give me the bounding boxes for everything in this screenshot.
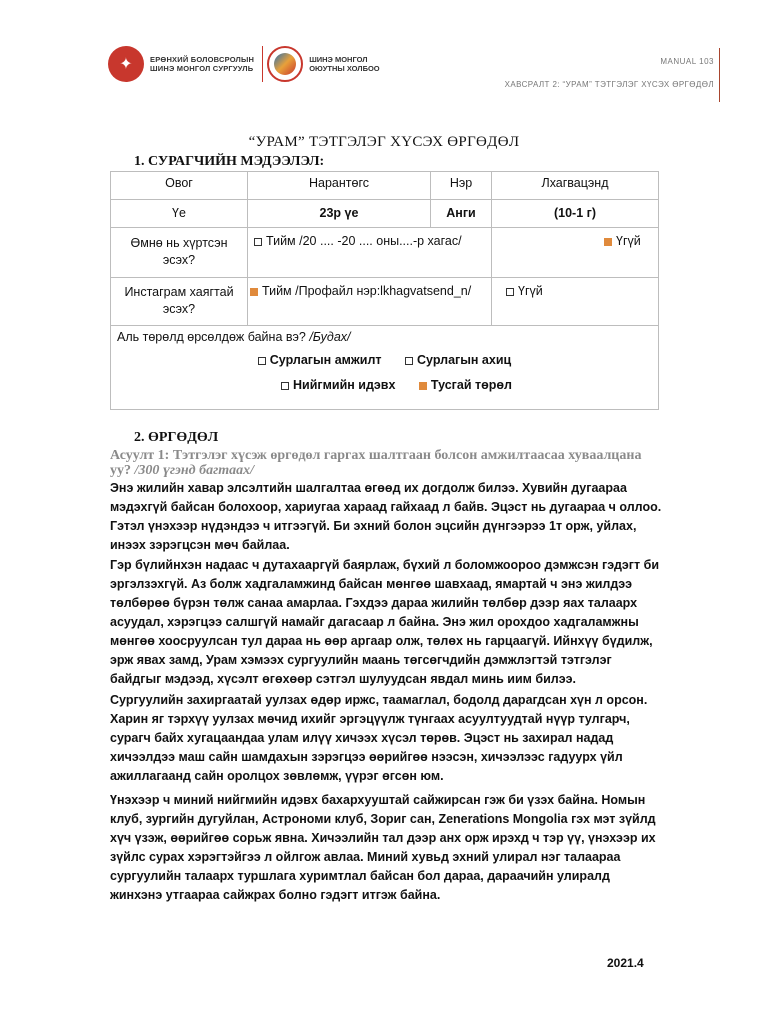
category-question xyxy=(117,330,652,344)
paragraph-1: Энэ жилийн хавар элсэлтийн шалгалтаа өгөөд их догдолж билээ. Хувийн дугаараа мэдэхгүй байсан болохоор, хариугаа хараад гайхаад л байв. Эцэст нь дугаараа ч оллоо. Гэтэл үнэхээр нүдэндээ ч итгээгүй. Би эхний болон эцсийн дүнгээрээ 1т орж, уйлах, инээх зэрэгцсэн мөч байлаа. xyxy=(110,481,662,552)
school-name-line2: ШИНЭ МОНГОЛ СУРГУУЛЬ xyxy=(150,64,254,73)
cell-name-value: Лхагвацэнд xyxy=(492,172,659,200)
union-logo-text xyxy=(309,55,379,73)
school-name-line1: ЕРӨНХИЙ БОЛОВСРОЛЫН xyxy=(150,55,255,64)
cell-name-label: Нэр xyxy=(431,172,492,200)
checkbox-received-no[interactable] xyxy=(604,238,612,246)
school-logo: ✦ xyxy=(108,46,144,82)
logo-divider xyxy=(262,46,263,82)
category-row-2 xyxy=(117,378,652,392)
school-logo-text xyxy=(150,55,254,73)
instagram-yes-text: Тийм /Профайл нэр:lkhagvatsend_n/ xyxy=(262,284,472,298)
cell-received-label: Өмнө нь хүртсэн эсэх? xyxy=(111,228,248,278)
category-special-text: Тусгай төрөл xyxy=(430,378,512,392)
section2-heading: 2. ӨРГӨДӨЛ xyxy=(134,430,219,445)
student-info-table xyxy=(110,171,659,410)
instagram-no-text: Үгүй xyxy=(518,284,543,298)
cell-surname-value: Нарантөгс xyxy=(248,172,431,200)
category-row-1 xyxy=(117,353,652,367)
category-achievement-text: Сурлагын амжилт xyxy=(269,353,382,367)
paragraph-3: Сургуулийн захиргаатай уулзах өдөр иржс, таамаглал, бодолд дарагдсан хүн л орсон. Харин яг тэрхүү уулзах мөчид ихийг эргэцүүлж түнгаах асуултуудтай нүүр тулгарч, сурагч байх хугацаандаа улам илүү хичээх хүсэл төрөв. Эцэст нь захирал надад хичээлдээ маш сайн шамдахын зэрэгцээ өөрийгөө нээсэн, хичээлээс гадуурх үйл ажиллагаанд сайн оролцох зөвлөмж, үүрэг өгсөн юм. xyxy=(110,693,648,783)
question-text: Асуулт 1: Тэтгэлэг хүсэж өргөдөл гаргах шалтгаан болсон амжилтаасаа хуваалцана уу? xyxy=(110,448,642,478)
category-progress-text: Сурлагын ахиц xyxy=(417,353,512,367)
appendix-label: ХАВСРАЛТ 2: “УРАМ” ТЭТГЭЛЭГ ХҮСЭХ ӨРГӨДӨЛ xyxy=(504,80,714,89)
category-option-progress[interactable] xyxy=(405,353,511,367)
category-hint: /Будах/ xyxy=(309,330,351,344)
document-date: 2021.4 xyxy=(607,956,644,970)
checkbox-social[interactable] xyxy=(281,382,289,390)
checkbox-special[interactable] xyxy=(419,382,427,390)
union-logo-emblem xyxy=(274,53,296,75)
table-row xyxy=(111,326,659,410)
section1-heading: 1. СУРАГЧИЙН МЭДЭЭЛЭЛ: xyxy=(134,154,325,169)
checkbox-instagram-no[interactable] xyxy=(506,288,514,296)
union-name-line2: ОЮУТНЫ ХОЛБОО xyxy=(309,64,380,73)
received-yes-text: Тийм /20 .... -20 .... оны....-р хагас/ xyxy=(266,234,462,248)
question-hint: /300 үгэнд багтаах/ xyxy=(134,463,255,478)
checkbox-achievement[interactable] xyxy=(258,357,266,365)
table-row xyxy=(111,228,659,278)
cell-instagram-yes xyxy=(248,278,492,326)
category-question-text: Аль төрөлд өрсөлдөж байна вэ? xyxy=(117,330,306,344)
union-name-line1: ШИНЭ МОНГОЛ xyxy=(309,55,368,64)
header-rule xyxy=(719,48,720,102)
question-1 xyxy=(110,448,662,478)
checkbox-progress[interactable] xyxy=(405,357,413,365)
cell-class-value: (10-1 г) xyxy=(492,200,659,228)
checkbox-received-yes[interactable] xyxy=(254,238,262,246)
paragraph-4: Үнэхээр ч миний нийгмийн идэвх бахархууштай сайжирсан гэж би үзэх байна. Номын клуб, зургийн дугуйлан, Астрономи клуб, Зориг сан, Zenerations Mongolia гэх мэт зүйлд хүч үзэж, өөрийгөө сорьж явна. Хичээлийн тал дээр анх орж ирэхд ч тэр үү, үнэхээр их зүйлс сурах хэрэгтэйгээ л ойлгож авлаа. Миний хувьд эхний улирал нэг талаараа сургуулийн талаарх туршлага хуримтлал байсан бол дараа, дараачийн улиралд жинхэнэ утгаараа сайжрах болно гэдэгт итгэж байна. xyxy=(110,793,656,902)
table-row xyxy=(111,278,659,326)
cell-received-no xyxy=(492,228,659,278)
cell-cohort-label: Үе xyxy=(111,200,248,228)
cell-instagram-no xyxy=(492,278,659,326)
manual-label: MANUAL 103 xyxy=(660,57,714,66)
category-option-achievement[interactable] xyxy=(258,353,382,367)
document-title: “УРАМ” ТЭТГЭЛЭГ ХҮСЭХ ӨРГӨДӨЛ xyxy=(248,134,520,150)
cell-cohort-value: 23р үе xyxy=(248,200,431,228)
cell-class-label: Анги xyxy=(431,200,492,228)
category-option-social[interactable] xyxy=(281,378,395,392)
header-logos xyxy=(108,44,380,84)
paragraph-2: Гэр бүлийнхэн надаас ч дутахааргүй баярлаж, бүхий л боломжоороо дэмжсэн гэдэгт би эргэлзэхгүй. Аз болж хадгаламжинд байсан мөнгөө шавхаад, ямартай ч энэ жилдээ төлбөрөө бүрэн төлж санаа амарлаа. Гэхдээ дараа жилийн төлбөр дээр яах талаарх асуудал, хэрэгцээ салшгүй намайг дагасаар л байна. Энэ жил орохдоо хадгаламжны мөнгөө хоосруулсан тул дараа нь өөр аргаар олж, төлөх нь гарцаагүй. Ийнхүү бүдилж, эрж явах замд, Урам хэмээх сургуулийн маань төгсөгчдийн дэмжлэгтэй тэтгэлэг байдгыг мэдээд, хүсэлт өгөхөөр сэтгэл шулуудсан явдал минь иим билээ. xyxy=(110,558,660,686)
union-logo xyxy=(267,46,303,82)
checkbox-instagram-yes[interactable] xyxy=(250,288,258,296)
category-option-special[interactable] xyxy=(419,378,512,392)
cell-category xyxy=(111,326,659,410)
table-row xyxy=(111,172,659,200)
cell-instagram-label: Инстаграм хаягтай эсэх? xyxy=(111,278,248,326)
cell-received-yes xyxy=(248,228,492,278)
received-no-text: Үгүй xyxy=(616,234,641,248)
category-social-text: Нийгмийн идэвх xyxy=(293,378,396,392)
cell-surname-label: Овог xyxy=(111,172,248,200)
table-row xyxy=(111,200,659,228)
